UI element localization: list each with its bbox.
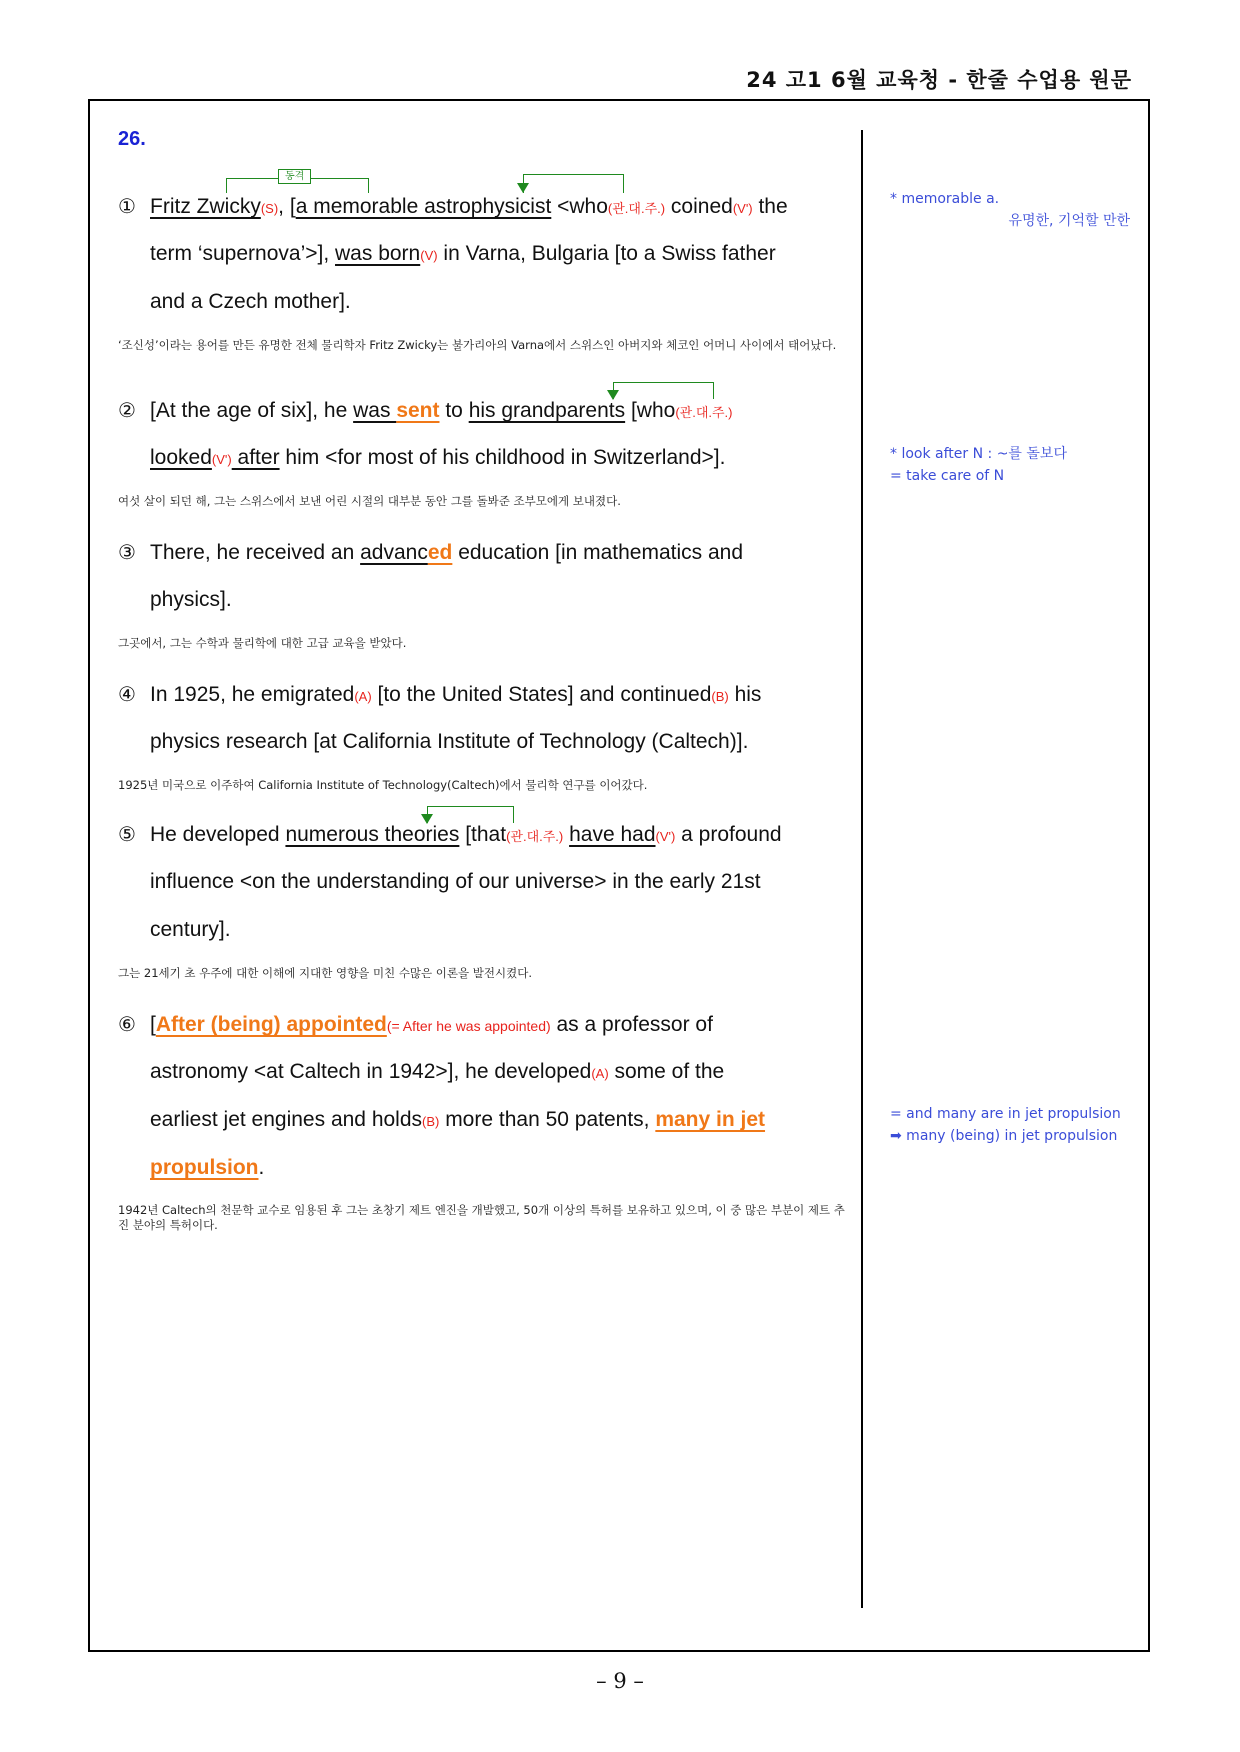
- sentence-4: ④ In 1925, he emigrated(A) [to the United States] and continued(B) his physics research [at California Institute of Technology (Caltech)].: [118, 670, 848, 766]
- sentence-number: ②: [118, 398, 136, 422]
- sentence-number: ④: [118, 682, 136, 706]
- vocab-note: * look after N : ~를 돌보다 = take care of N: [890, 446, 1067, 484]
- sentence-5: ⑤ He developed numerous theories [that(관.대.주.) have had(V') a profound influence <on the understanding of our universe> in the early 21st century].: [118, 810, 848, 954]
- sentence-number: ①: [118, 194, 136, 218]
- question-number: 26.: [118, 128, 146, 150]
- korean-translation: 여섯 살이 되던 해, 그는 스위스에서 보낸 어린 시절의 대부분 동안 그를 돌봐준 조부모에게 보내졌다.: [118, 494, 621, 508]
- grammar-note: = and many are in jet propulsion ➡ many (being) in jet propulsion: [890, 1106, 1121, 1144]
- sentence-1: ① Fritz Zwicky(S), [a memorable astrophysicist <who(관.대.주.) coined(V') the term ‘supernova’>], was born(V) in Varna, Bulgaria [to a Swiss father and a Czech mother].: [118, 182, 848, 326]
- appositive-badge: 동격: [278, 169, 311, 184]
- sentence-3: ③ There, he received an advanced education [in mathematics and physics].: [118, 528, 848, 624]
- sentence-number: ③: [118, 540, 136, 564]
- korean-translation: 1942년 Caltech의 천문학 교수로 임용된 후 그는 초창기 제트 엔진을 개발했고, 50개 이상의 특허를 보유하고 있으며, 이 중 많은 부분이 제트 추진 분야의 특허이다.: [118, 1203, 845, 1232]
- sentence-2: ② [At the age of six], he was sent to his grandparents [who(관.대.주.) looked(V') after him <for most of his childhood in Switzerland>].: [118, 386, 848, 482]
- page-number: – 9 –: [596, 1669, 644, 1693]
- korean-translation: 그곳에서, 그는 수학과 물리학에 대한 고급 교육을 받았다.: [118, 636, 407, 650]
- column-divider: [861, 130, 863, 1608]
- sentence-number: ⑥: [118, 1012, 136, 1036]
- sentence-6: ⑥ [After (being) appointed(= After he was appointed) as a professor of astronomy <at Caltech in 1942>], he developed(A) some of the earliest jet engines and holds(B) more than 50 patents, many in jet propulsion.: [118, 1000, 848, 1192]
- korean-translation: ‘조신성’이라는 용어를 만든 유명한 전체 물리학자 Fritz Zwicky는 불가리아의 Varna에서 스위스인 아버지와 체코인 어머니 사이에서 태어났다.: [118, 338, 837, 352]
- sentence-number: ⑤: [118, 822, 136, 846]
- vocab-note: * memorable a. 유명한, 기억할 만한: [890, 191, 1130, 229]
- page-header-title: 24 고1 6월 교육청 - 한줄 수업용 원문: [746, 68, 1132, 92]
- korean-translation: 1925년 미국으로 이주하여 California Institute of Technology(Caltech)에서 물리학 연구를 이어갔다.: [118, 778, 648, 792]
- korean-translation: 그는 21세기 초 우주에 대한 이해에 지대한 영향을 미친 수많은 이론을 발전시켰다.: [118, 966, 532, 980]
